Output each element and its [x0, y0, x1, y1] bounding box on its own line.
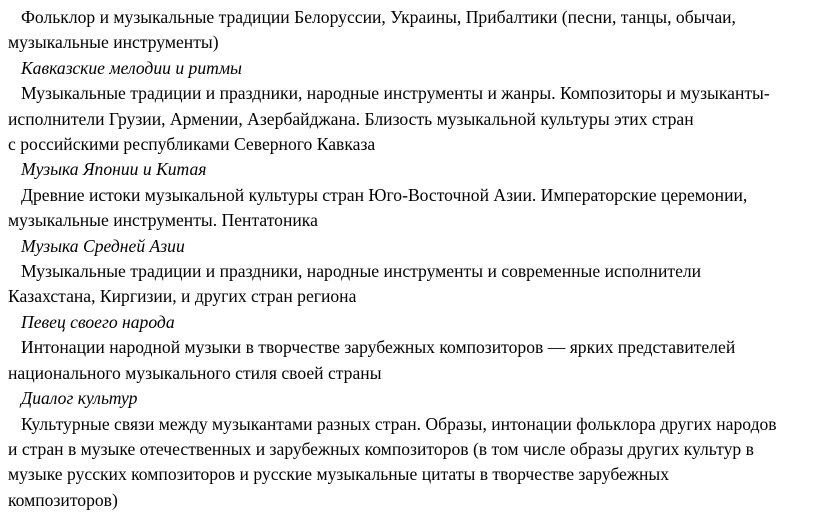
- section-heading-caucasus: Кавказские мелодии и ритмы: [21, 57, 242, 78]
- paragraph-dialogue-of-cultures: Культурные связи между музыкантами разных стран. Образы, интонации фольклора других народов и стран в музыке отечественных и зарубежных композиторов (в том числе образы других культур в музыке русских композиторов и русские музыкальные цитаты в творчестве зарубежных композиторов): [8, 413, 777, 510]
- section-heading-dialogue-of-cultures: Диалог культур: [21, 388, 138, 409]
- paragraph-japan-china: Древние истоки музыкальной культуры стран Юго-Восточной Азии. Императорские церемонии, музыкальные инструменты. Пентатоника: [8, 184, 748, 231]
- section-heading-japan-china: Музыка Японии и Китая: [21, 159, 207, 180]
- paragraph-central-asia: Музыкальные традиции и праздники, народные инструменты и современные исполнители Казахстана, Киргизии, и других стран региона: [8, 261, 702, 307]
- section-heading-national-singer: Певец своего народа: [21, 311, 175, 332]
- paragraph-national-singer: Интонации народной музыки в творчестве зарубежных композиторов — ярких представителей национального музыкального стиля своей страны: [8, 337, 736, 383]
- paragraph-caucasus: Музыкальные традиции и праздники, народные инструменты и жанры. Композиторы и музыканты- исполнители Грузии, Армении, Азербайджана. Близость музыкальной культуры этих стран с российскими республиками Северного Кавказа: [8, 83, 770, 155]
- section-heading-central-asia: Музыка Средней Азии: [21, 235, 185, 256]
- paragraph-baltic-folklore: Фольклор и музыкальные традиции Белоруссии, Украины, Прибалтики (песни, танцы, обычаи, музыкальные инструменты): [8, 7, 736, 53]
